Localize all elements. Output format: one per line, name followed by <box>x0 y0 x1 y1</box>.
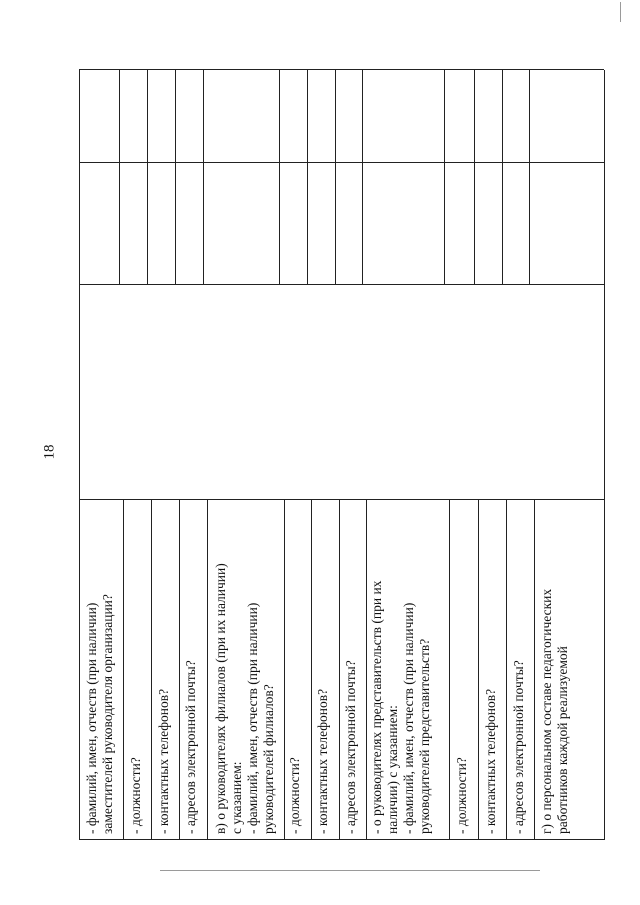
table-rule-horizontal <box>366 500 367 840</box>
row-line: - контактных телефонов? <box>315 688 330 834</box>
row-line: - адресов электронной почты? <box>343 660 358 834</box>
row-line: - адресов электронной почты? <box>511 660 526 834</box>
table-rule-horizontal <box>79 70 80 840</box>
table-rule-horizontal <box>175 70 176 285</box>
table-rule-horizontal <box>335 70 336 285</box>
row-line: в) о руководителях филиалов (при их наличии) <box>213 563 228 834</box>
row-line: - должности? <box>128 757 143 834</box>
row-line: - фамилий, имен, отчеств (при наличии) <box>401 602 416 834</box>
table-rule-horizontal <box>123 500 124 840</box>
table-rule-vertical <box>79 69 604 70</box>
scan-artifact-line <box>160 870 540 871</box>
table-rule-horizontal <box>474 70 475 285</box>
table-rule-horizontal <box>203 70 204 285</box>
row-line: - должности? <box>287 757 302 834</box>
table-row-text <box>183 504 199 834</box>
row-line: г) о персональном составе педагогических <box>539 588 554 834</box>
table-rule-horizontal <box>444 70 445 285</box>
row-line: руководителей филиалов? <box>261 684 276 834</box>
table-rule-horizontal <box>604 70 605 840</box>
table-row-text <box>84 504 116 834</box>
table-rule-horizontal <box>151 500 152 840</box>
table-rule-horizontal <box>179 500 180 840</box>
table-grid <box>79 70 604 840</box>
table-row-text <box>539 504 571 834</box>
row-line: - контактных телефонов? <box>156 688 171 834</box>
table-rule-vertical <box>79 839 604 840</box>
page-number: 18 <box>41 444 58 460</box>
row-line: - контактных телефонов? <box>483 688 498 834</box>
table-row-text <box>128 504 144 834</box>
table-rule-horizontal <box>506 500 507 840</box>
scan-artifact-line <box>620 2 621 22</box>
row-line: наличии) с указанием: <box>385 705 400 834</box>
table-row-text <box>483 504 499 834</box>
table-rule-horizontal <box>478 500 479 840</box>
table-rule-horizontal <box>449 500 450 840</box>
table-rule-horizontal <box>307 70 308 285</box>
table-rule-horizontal <box>339 500 340 840</box>
table-rule-vertical <box>79 162 604 163</box>
row-line: руководителей представительств? <box>417 638 432 834</box>
table-rule-horizontal <box>529 70 530 285</box>
table-rule-horizontal <box>311 500 312 840</box>
table-row-text <box>156 504 172 834</box>
table-row-text <box>343 504 359 834</box>
table-row-text <box>287 504 303 834</box>
table-row-text <box>213 504 277 834</box>
row-line: с указанием: <box>229 761 244 834</box>
table-rule-horizontal <box>284 500 285 840</box>
table-row-text <box>369 504 433 834</box>
row-line: заместителей руководителя организации? <box>100 594 115 834</box>
table-rule-vertical <box>79 499 604 500</box>
table-rule-horizontal <box>279 70 280 285</box>
table-rule-horizontal <box>147 70 148 285</box>
table-rule-horizontal <box>119 70 120 285</box>
table-rule-vertical <box>79 284 604 285</box>
row-line: - адресов электронной почты? <box>183 660 198 834</box>
table-row-text <box>454 504 470 834</box>
table-row-text <box>315 504 331 834</box>
row-line: - фамилий, имен, отчеств (при наличии) <box>84 602 99 834</box>
table-rule-horizontal <box>207 500 208 840</box>
table-row-text <box>511 504 527 834</box>
row-line: - фамилий, имен, отчеств (при наличии) <box>245 602 260 834</box>
row-line: - должности? <box>454 757 469 834</box>
table-rule-horizontal <box>362 70 363 285</box>
table-rule-horizontal <box>502 70 503 285</box>
document-table <box>79 70 604 840</box>
row-line: - о руководителях представительств (при их <box>369 580 384 834</box>
row-line: работников каждой реализуемой <box>555 646 570 834</box>
table-rule-horizontal <box>534 500 535 840</box>
